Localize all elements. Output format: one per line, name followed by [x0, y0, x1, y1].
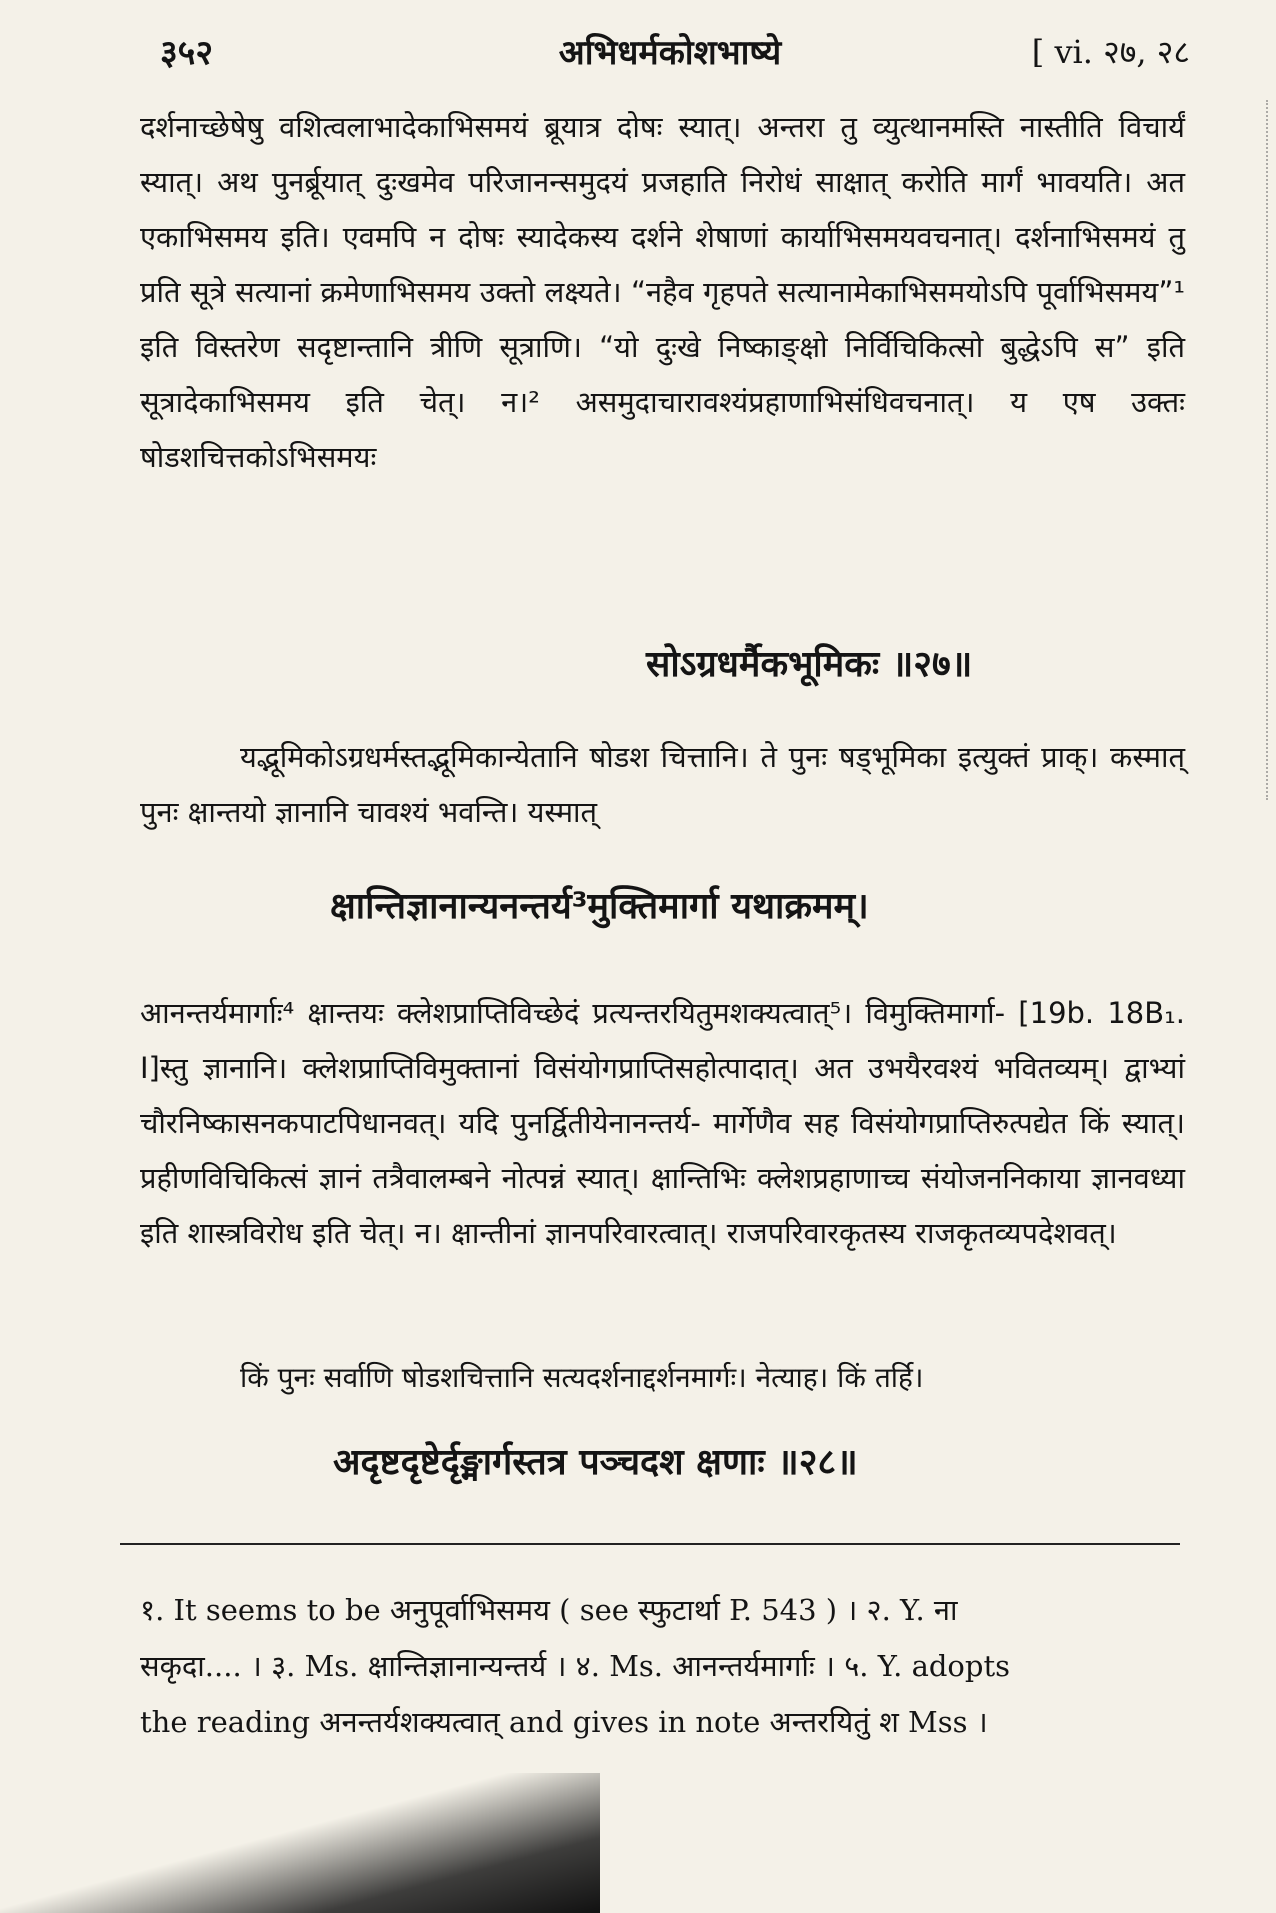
footnote-line: १. It seems to be अनुपूर्वाभिसमय ( see स्फुटार्था P. 543 ) । २. Y. ना	[140, 1593, 958, 1627]
paragraph-1: दर्शनाच्छेषेषु वशित्वलाभादेकाभिसमयं ब्रूयात्र दोषः स्यात्। अन्तरा तु व्युत्थानमस्ति नास्तीति विचार्यं स्यात्। अथ पुनर्ब्रूयात् दुःखमेव परिजानन्समुदयं प्रजहाति निरोधं साक्षात् करोति मार्गं भावयति। अत एकाभिसमय इति। एवमपि न दोषः स्यादेकस्य दर्शने शेषाणां कार्याभिसमयवचनात्। दर्शनाभिसमयं तु प्रति सूत्रे सत्यानां क्रमेणाभिसमय उक्तो लक्ष्यते। “नहैव गृहपते सत्यानामेकाभिसमयोऽपि पूर्वाभिसमय”¹ इति विस्तरेण सदृष्टान्तानि त्रीणि सूत्राणि। “यो दुःखे निष्काङ्क्षो निर्विचिकित्सो बुद्धेऽपि स” इति सूत्रादेकाभिसमय इति चेत्। न।² असमुदाचारावश्यंप्रहाणाभिसंधिवचनात्। य एष उक्तः षोडशचित्तकोऽभिसमयः	[140, 110, 1185, 474]
scan-shadow	[0, 1773, 600, 1913]
footnotes	[140, 1582, 1190, 1750]
paragraph-4: किं पुनः सर्वाणि षोडशचित्तानि सत्यदर्शनाद्दर्शनमार्गः। नेत्याह। किं तर्हि।	[240, 1361, 924, 1394]
paragraph-3: आनन्तर्यमार्गाः⁴ क्षान्तयः क्लेशप्राप्तिविच्छेदं प्रत्यन्तरयितुमशक्यत्वात्⁵। विमुक्तिमार्गा- [19b. 18B₁. I]स्तु ज्ञानानि। क्लेशप्राप्तिविमुक्तानां विसंयोगप्राप्तिसहोत्पादात्। अत उभयैरवश्यं भवितव्यम्। द्वाभ्यां चौरनिष्कासनकपाटपिधानवत्। यदि पुनर्द्वितीयेनानन्तर्य- मार्गेणैव सह विसंयोगप्राप्तिरुत्पद्येत किं स्यात्। प्रहीणविचिकित्सं ज्ञानं तत्रैवालम्बने नोत्पन्नं स्यात्। क्षान्तिभिः क्लेशप्रहाणाच्च संयोजननिकाया ज्ञानवध्या इति शास्त्रविरोध इति चेत्। न। क्षान्तीनां ज्ञानपरिवारत्वात्। राजपरिवारकृतस्य राजकृतव्यपदेशवत्।	[140, 996, 1185, 1250]
verse-27: सोऽग्रधर्मैकभूमिकः ॥२७॥	[646, 644, 973, 685]
page-number: ३५२	[160, 33, 214, 73]
footnote-separator	[120, 1543, 1180, 1545]
page-header	[150, 28, 1190, 78]
paragraph-2: यद्भूमिकोऽग्रधर्मस्तद्भूमिकान्येतानि षोडश चित्तानि। ते पुनः षड्भूमिका इत्युक्तं प्राक्। कस्मात् पुनः क्षान्तयो ज्ञानानि चावश्यं भवन्ति। यस्मात्	[140, 740, 1185, 829]
running-title: अभिधर्मकोशभाष्ये	[558, 33, 782, 73]
verse-28: अदृष्टदृष्टेर्दृङ्मार्गस्तत्र पञ्चदश क्षणाः ॥२८॥	[333, 1442, 858, 1483]
verse-27b: क्षान्तिज्ञानान्यनन्तर्य³मुक्तिमार्गा यथाक्रमम्।	[330, 886, 869, 927]
page-edge-shadow	[1252, 100, 1268, 800]
footnote-line: सकृदा.... । ३. Ms. क्षान्तिज्ञानान्यन्तर्य । ४. Ms. आनन्तर्यमार्गाः । ५. Y. adopts	[140, 1649, 1010, 1683]
footnote-line: the reading अनन्तर्यशक्यत्वात् and gives in note अन्तरयितुं श Mss ।	[140, 1705, 988, 1739]
section-reference: [ vi. २७, २८	[1031, 33, 1190, 71]
